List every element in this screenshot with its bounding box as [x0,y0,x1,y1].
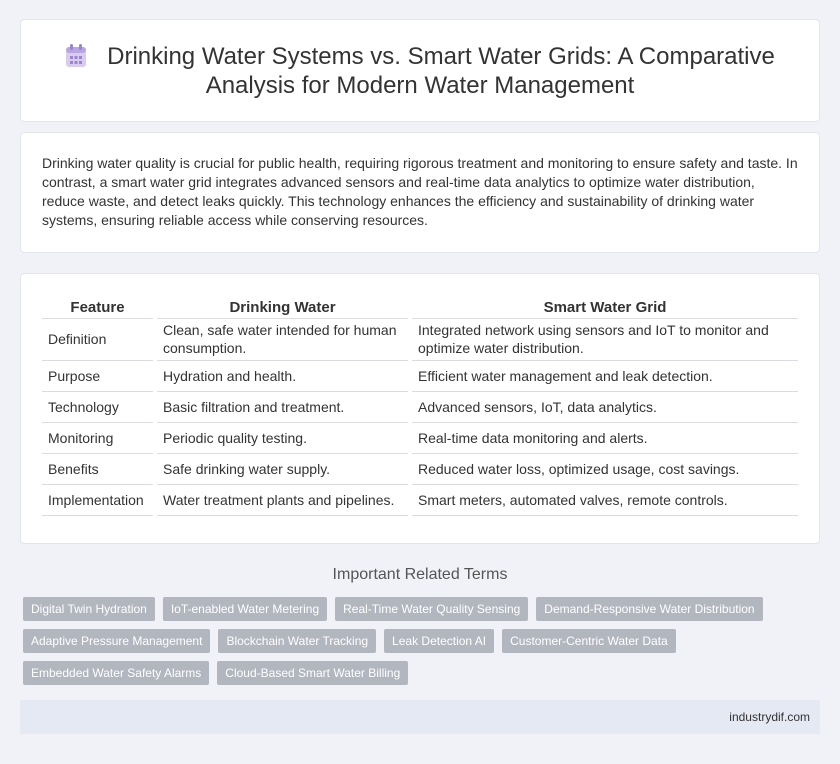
title-line-1: Drinking Water Systems vs. Smart Water Grids: A Comparative [107,43,775,70]
row-feature: Technology [42,391,155,422]
title-line-2: Analysis for Modern Water Management [205,72,635,99]
row-smart-water-grid: Real-time data monitoring and alerts. [410,422,798,453]
related-terms-list [23,597,803,693]
intro-card [20,132,820,253]
header-smart-water-grid: Smart Water Grid [410,294,798,318]
related-terms-heading: Important Related Terms [332,566,508,583]
row-smart-water-grid: Integrated network using sensors and IoT to monitor and optimize water distribution. [410,318,798,360]
row-smart-water-grid: Efficient water management and leak detection. [410,360,798,391]
table-row [42,453,798,484]
table-row [42,422,798,453]
title-card [20,19,820,122]
comparison-card [20,273,820,544]
tag-row [23,629,803,653]
row-smart-water-grid: Advanced sensors, IoT, data analytics. [410,391,798,422]
term-tag[interactable]: Demand-Responsive Water Distribution [536,597,762,621]
header-drinking-water: Drinking Water [155,294,410,318]
term-tag[interactable]: Adaptive Pressure Management [23,629,210,653]
term-tag[interactable]: Leak Detection AI [384,629,494,653]
row-feature: Implementation [42,484,155,515]
row-drinking-water: Clean, safe water intended for human consumption. [155,318,410,360]
row-drinking-water: Water treatment plants and pipelines. [155,484,410,515]
row-feature: Benefits [42,453,155,484]
table-header-row [42,294,798,318]
row-feature: Monitoring [42,422,155,453]
term-tag[interactable]: Digital Twin Hydration [23,597,155,621]
table-row [42,360,798,391]
row-drinking-water: Periodic quality testing. [155,422,410,453]
footer-site[interactable]: industrydif.com [729,710,810,724]
row-smart-water-grid: Smart meters, automated valves, remote controls. [410,484,798,515]
table-row [42,318,798,360]
term-tag[interactable]: Real-Time Water Quality Sensing [335,597,528,621]
term-tag[interactable]: Cloud-Based Smart Water Billing [217,661,408,685]
term-tag[interactable]: Blockchain Water Tracking [218,629,376,653]
row-drinking-water: Hydration and health. [155,360,410,391]
comparison-table [42,294,798,516]
footer [20,700,820,734]
table-row [42,484,798,515]
row-feature: Definition [42,318,155,360]
row-drinking-water: Basic filtration and treatment. [155,391,410,422]
term-tag[interactable]: IoT-enabled Water Metering [163,597,327,621]
row-smart-water-grid: Reduced water loss, optimized usage, cost savings. [410,453,798,484]
header-feature: Feature [42,294,155,318]
row-feature: Purpose [42,360,155,391]
tag-row [23,597,803,621]
table-row [42,391,798,422]
page-title [21,42,819,100]
intro-paragraph: Drinking water quality is crucial for public health, requiring rigorous treatment and monitoring to ensure safety and taste. In contrast, a smart water grid integrates advanced sensors and real-time data analytics to optimize water distribution, reduce waste, and detect leaks quickly. This technology enhances the efficiency and sustainability of drinking water systems, ensuring reliable access while conserving resources. [42,155,798,228]
term-tag[interactable]: Embedded Water Safety Alarms [23,661,209,685]
row-drinking-water: Safe drinking water supply. [155,453,410,484]
tag-row [23,661,803,685]
term-tag[interactable]: Customer-Centric Water Data [502,629,676,653]
calendar-icon [65,44,87,68]
